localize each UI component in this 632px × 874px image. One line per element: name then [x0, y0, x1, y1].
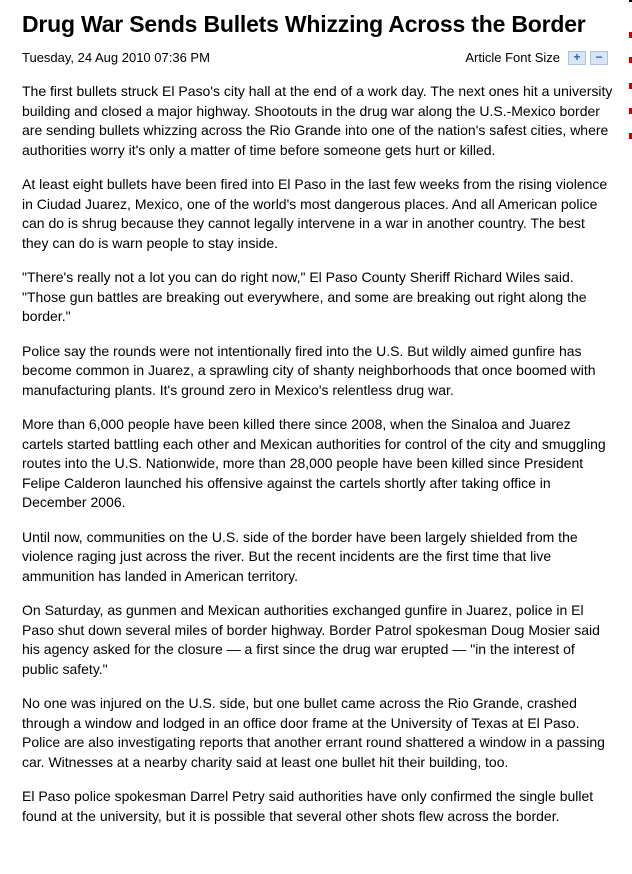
article-date: Tuesday, 24 Aug 2010 07:36 PM — [22, 50, 210, 65]
article-body — [22, 82, 614, 826]
side-edge-marks — [626, 0, 632, 874]
font-size-controls — [465, 50, 608, 65]
article-headline: Drug War Sends Bullets Whizzing Across the Border — [22, 11, 586, 37]
article-paragraph: No one was injured on the U.S. side, but one bullet came across the Rio Grande, crashed through a window and lodged in an office door frame at the University of Texas at El Paso. Police are also investigating reports that another errant round shattered a window in a passing car. Witnesses at a nearby charity said at least one bullet hit their building, too. — [22, 695, 605, 770]
article-paragraph: On Saturday, as gunmen and Mexican authorities exchanged gunfire in Juarez, police in El Paso shut down several miles of border highway. Border Patrol spokesman Doug Mosier said his agency asked for the closure — a first since the drug war erupted — "in the interest of public safety." — [22, 602, 600, 677]
article — [22, 0, 614, 841]
article-paragraph: The first bullets struck El Paso's city hall at the end of a work day. The next ones hit a university building and closed a major highway. Shootouts in the drug war along the U.S.-Mexico border are sending bullets whizzing across the Rio Grande into one of the nation's safest cities, where authorities worry it's only a matter of time before someone gets hurt or killed. — [22, 83, 613, 158]
article-paragraph: At least eight bullets have been fired into El Paso in the last few weeks from the rising violence in Ciudad Juarez, Mexico, one of the world's most dangerous places. And all American police can do is shrug because they cannot legally intervene in a war in another country. The best they can do is warn people to stay inside. — [22, 176, 608, 251]
article-meta — [22, 50, 614, 70]
font-size-label: Article Font Size — [465, 50, 560, 65]
article-paragraph: "There's really not a lot you can do right now," El Paso County Sheriff Richard Wiles said. "Those gun battles are breaking out everywhere, and some are breaking out right along the border." — [22, 269, 587, 324]
article-paragraph: Until now, communities on the U.S. side of the border have been largely shielded from the violence raging just across the river. But the recent incidents are the first time that live ammunition has landed in American territory. — [22, 528, 578, 584]
article-paragraph: More than 6,000 people have been killed there since 2008, when the Sinaloa and Juarez cartels started battling each other and Mexican authorities for control of the city and smuggling routes into the U.S. Nationwide, more than 28,000 people have been killed since President Felipe Calderon launched his offensive against the cartels shortly after taking office in December 2006. — [22, 416, 606, 510]
font-increase-button[interactable]: + — [568, 51, 586, 65]
font-decrease-button[interactable]: − — [590, 51, 608, 65]
article-paragraph: Police say the rounds were not intentionally fired into the U.S. But wildly aimed gunfire has become common in Juarez, a sprawling city of shanty neighborhoods that once boomed with manufacturing plants. It's ground zero in Mexico's relentless drug war. — [22, 342, 596, 398]
article-paragraph: El Paso police spokesman Darrel Petry said authorities have only confirmed the single bullet found at the university, but it is possible that several other shots flew across the border. — [22, 788, 594, 824]
